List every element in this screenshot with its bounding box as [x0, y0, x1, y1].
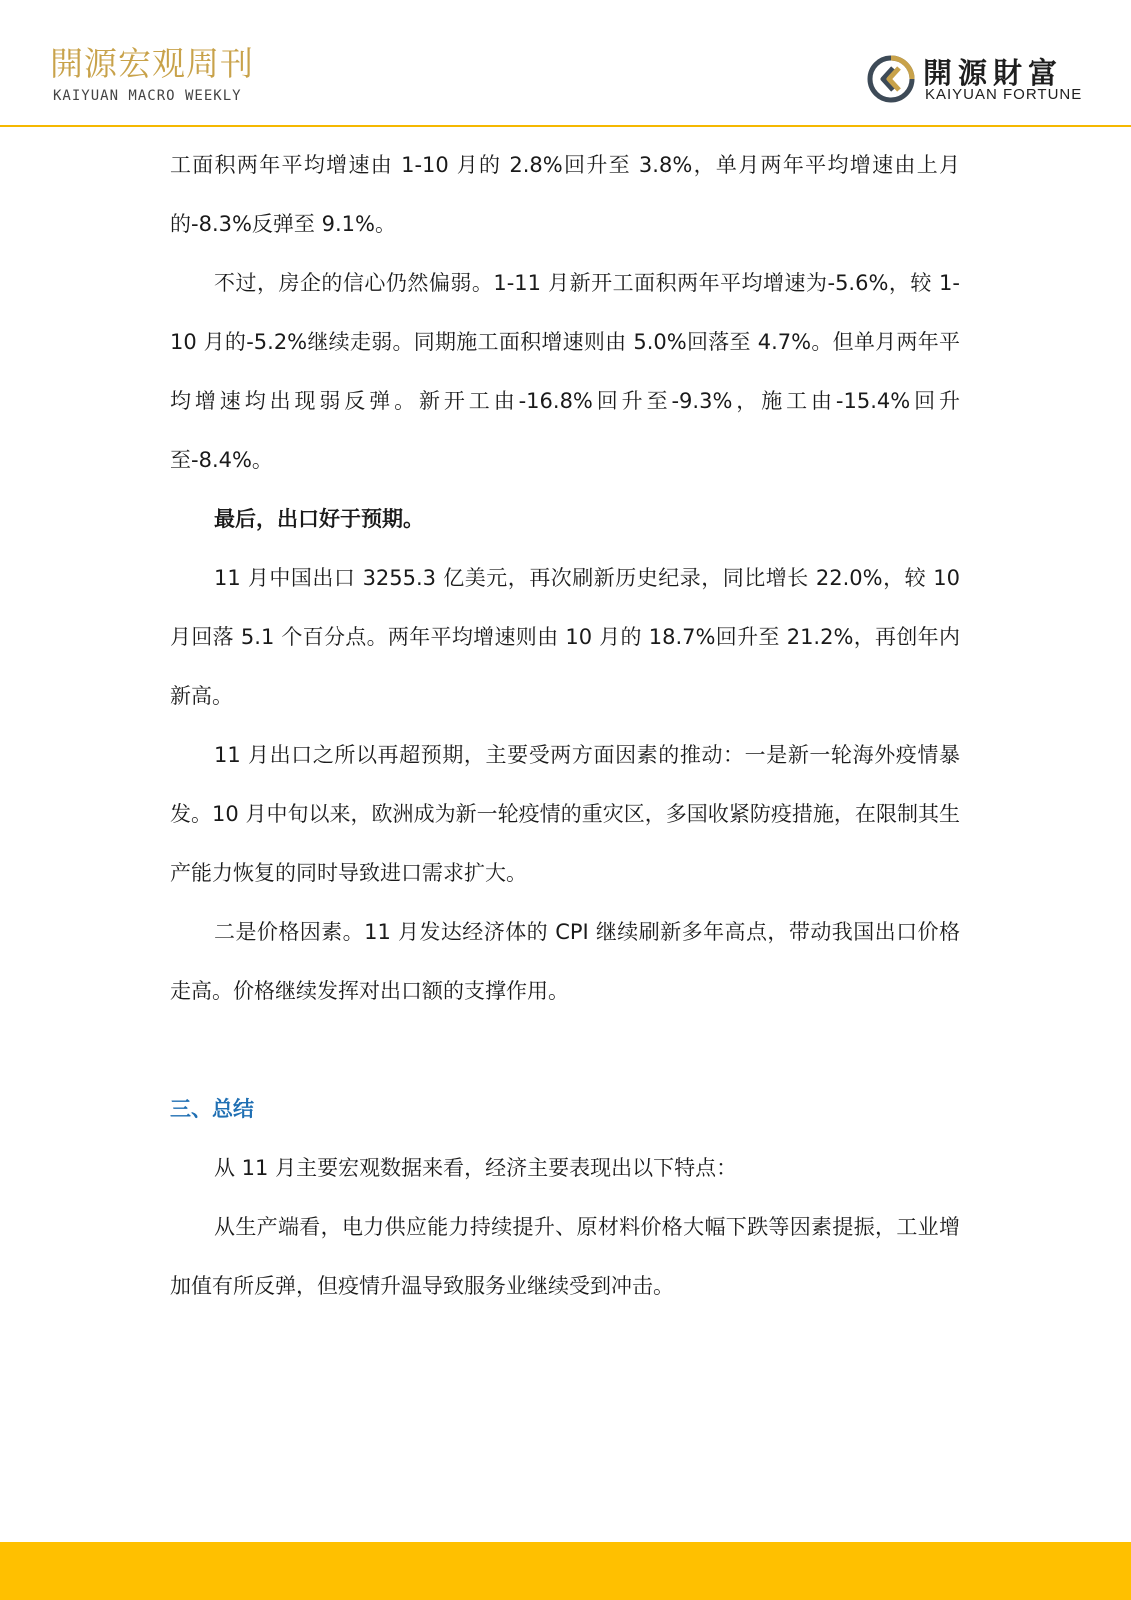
- header-divider: [0, 125, 1131, 127]
- paragraph-export-drivers: 11 月出口之所以再超预期，主要受两方面因素的推动：一是新一轮海外疫情暴发。10 月中旬以来，欧洲成为新一轮疫情的重灾区，多国收紧防疫措施，在限制其生产能力恢复的同时导致进口需求扩大。: [170, 743, 960, 885]
- paragraph-price-factor: 二是价格因素。11 月发达经济体的 CPI 继续刷新多年高点，带动我国出口价格走高。价格继续发挥对出口额的支撑作用。: [170, 920, 960, 1003]
- footer-band: [0, 1542, 1131, 1600]
- page-header: [0, 0, 1131, 127]
- kaiyuan-logo-icon: [866, 54, 916, 104]
- paragraph-construction-area: 工面积两年平均增速由 1-10 月的 2.8%回升至 3.8%，单月两年平均增速由上月的-8.3%反弹至 9.1%。: [170, 153, 960, 236]
- paragraph-developer-confidence: 不过，房企的信心仍然偏弱。1-11 月新开工面积两年平均增速为-5.6%，较 1-10 月的-5.2%继续走弱。同期施工面积增速则由 5.0%回落至 4.7%。但单月两年平均增速均出现弱反弹。新开工由-16.8%回升至-9.3%，施工由-15.4%回升至-8.4%。: [170, 271, 960, 472]
- paragraph-production-side: 从生产端看，电力供应能力持续提升、原材料价格大幅下跌等因素提振，工业增加值有所反弹，但疫情升温导致服务业继续受到冲击。: [170, 1215, 960, 1298]
- logo-name-en: KAIYUAN FORTUNE: [925, 86, 1083, 103]
- publication-title: 開源宏观周刊: [50, 44, 254, 83]
- section-heading-summary: 三、总结: [170, 1097, 254, 1121]
- logo-name-cn: 開源財富: [923, 56, 1064, 90]
- document-body: [170, 136, 960, 1316]
- publication-subtitle: KAIYUAN MACRO WEEKLY: [53, 88, 242, 104]
- paragraph-export-data: 11 月中国出口 3255.3 亿美元，再次刷新历史纪录，同比增长 22.0%，较 10 月回落 5.1 个百分点。两年平均增速则由 10 月的 18.7%回升至 21.2%，再创年内新高。: [170, 566, 960, 708]
- paragraph-summary-intro: 从 11 月主要宏观数据来看，经济主要表现出以下特点：: [214, 1156, 738, 1180]
- paragraph-export-lead: 最后，出口好于预期。: [214, 507, 424, 531]
